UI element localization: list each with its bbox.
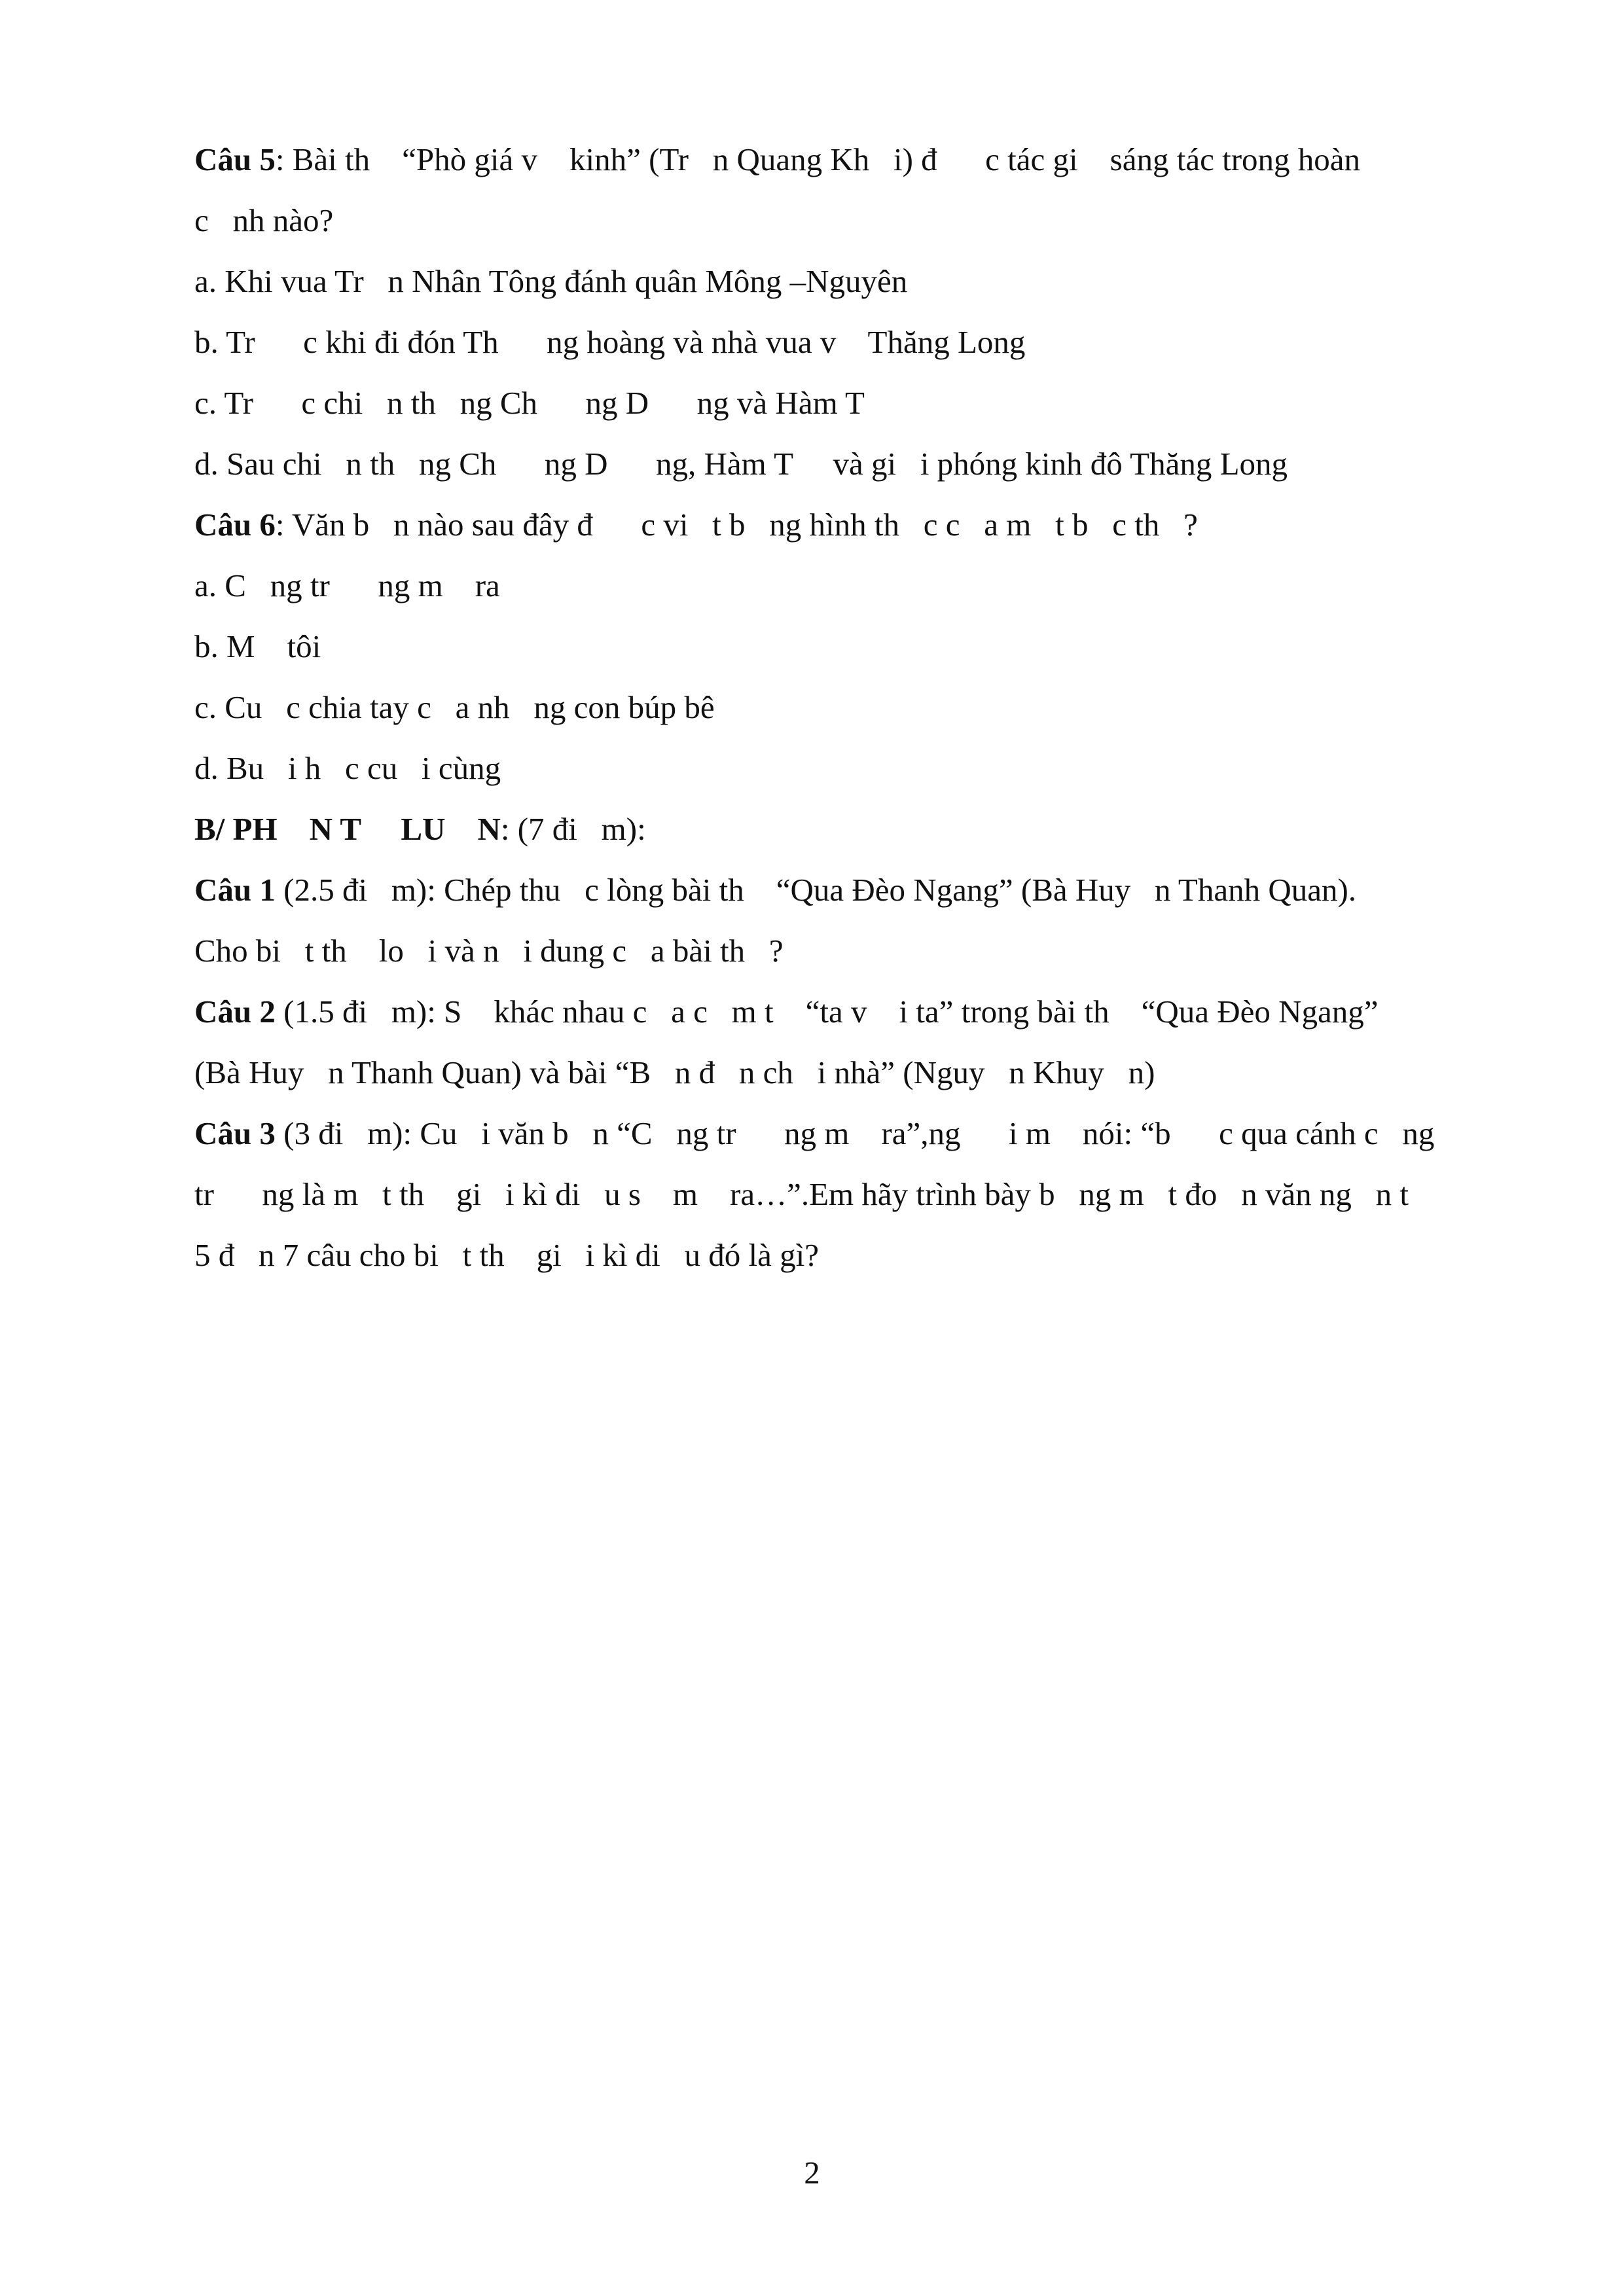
part-b-question-2-line-2: (Bà Huy n Thanh Quan) và bài “B n đ n ch i nhà” (Nguy n Khuy n) [194, 1054, 1155, 1090]
question-5-option-a: a. Khi vua Tr n Nhân Tông đánh quân Mông –Nguyên [194, 263, 908, 299]
part-b-question-1-label: Câu 1 [194, 872, 276, 908]
part-b-question-3-line-1 [194, 1114, 1434, 1153]
part-b-question-1-line-2: Cho bi t th lo i và n i dung c a bài th ? [194, 933, 784, 969]
question-6-label: Câu 6 [194, 507, 276, 543]
question-5-option-b: b. Tr c khi đi đón Th ng hoàng và nhà vua v Thăng Long [194, 324, 1026, 360]
question-6-option-b: b. M tôi [194, 628, 321, 664]
part-b-question-2-text: (1.5 đi m): S khác nhau c a c m t “ta v i ta” trong bài th “Qua Đèo Ngang” [275, 994, 1379, 1030]
question-5-line-1 [194, 140, 1360, 179]
part-b-question-2-label: Câu 2 [194, 994, 276, 1030]
part-b-question-3-text: (3 đi m): Cu i văn b n “C ng tr ng m ra”,ng i m nói: “b c qua cánh c ng [275, 1115, 1435, 1151]
question-6-text: : Văn b n nào sau đây đ c vi t b ng hình th c c a m t b c th ? [275, 507, 1198, 543]
question-5-line-2: c nh nào? [194, 202, 334, 238]
part-b-question-3-line-3: 5 đ n 7 câu cho bi t th gi i kì di u đó là gì? [194, 1237, 820, 1273]
part-b-question-2-line-1 [194, 992, 1378, 1031]
question-5-label: Câu 5 [194, 141, 276, 177]
question-6-option-c: c. Cu c chia tay c a nh ng con búp bê [194, 689, 715, 725]
part-b-question-3-line-2: tr ng là m t th gi i kì di u s m ra…”.Em hãy trình bày b ng m t đo n văn ng n t [194, 1176, 1409, 1212]
part-b-points: : (7 đi m): [500, 811, 646, 847]
part-b-question-3-label: Câu 3 [194, 1115, 276, 1151]
part-b-question-1-line-1 [194, 870, 1356, 910]
question-6-option-d: d. Bu i h c cu i cùng [194, 750, 501, 786]
question-6-option-a: a. C ng tr ng m ra [194, 567, 500, 603]
question-5-option-c: c. Tr c chi n th ng Ch ng D ng và Hàm T [194, 385, 865, 421]
part-b-question-1-text: (2.5 đi m): Chép thu c lòng bài th “Qua Đèo Ngang” (Bà Huy n Thanh Quan). [275, 872, 1357, 908]
part-b-title: B/ PH N T LU N [194, 811, 501, 847]
question-5-option-d: d. Sau chi n th ng Ch ng D ng, Hàm T và gi i phóng kinh đô Thăng Long [194, 446, 1288, 482]
question-6-line-1 [194, 505, 1198, 545]
page-number: 2 [804, 2155, 820, 2191]
question-5-text: : Bài th “Phò giá v kinh” (Tr n Quang Kh i) đ c tác gi sáng tác trong hoàn [275, 141, 1361, 177]
part-b-heading [194, 810, 646, 849]
